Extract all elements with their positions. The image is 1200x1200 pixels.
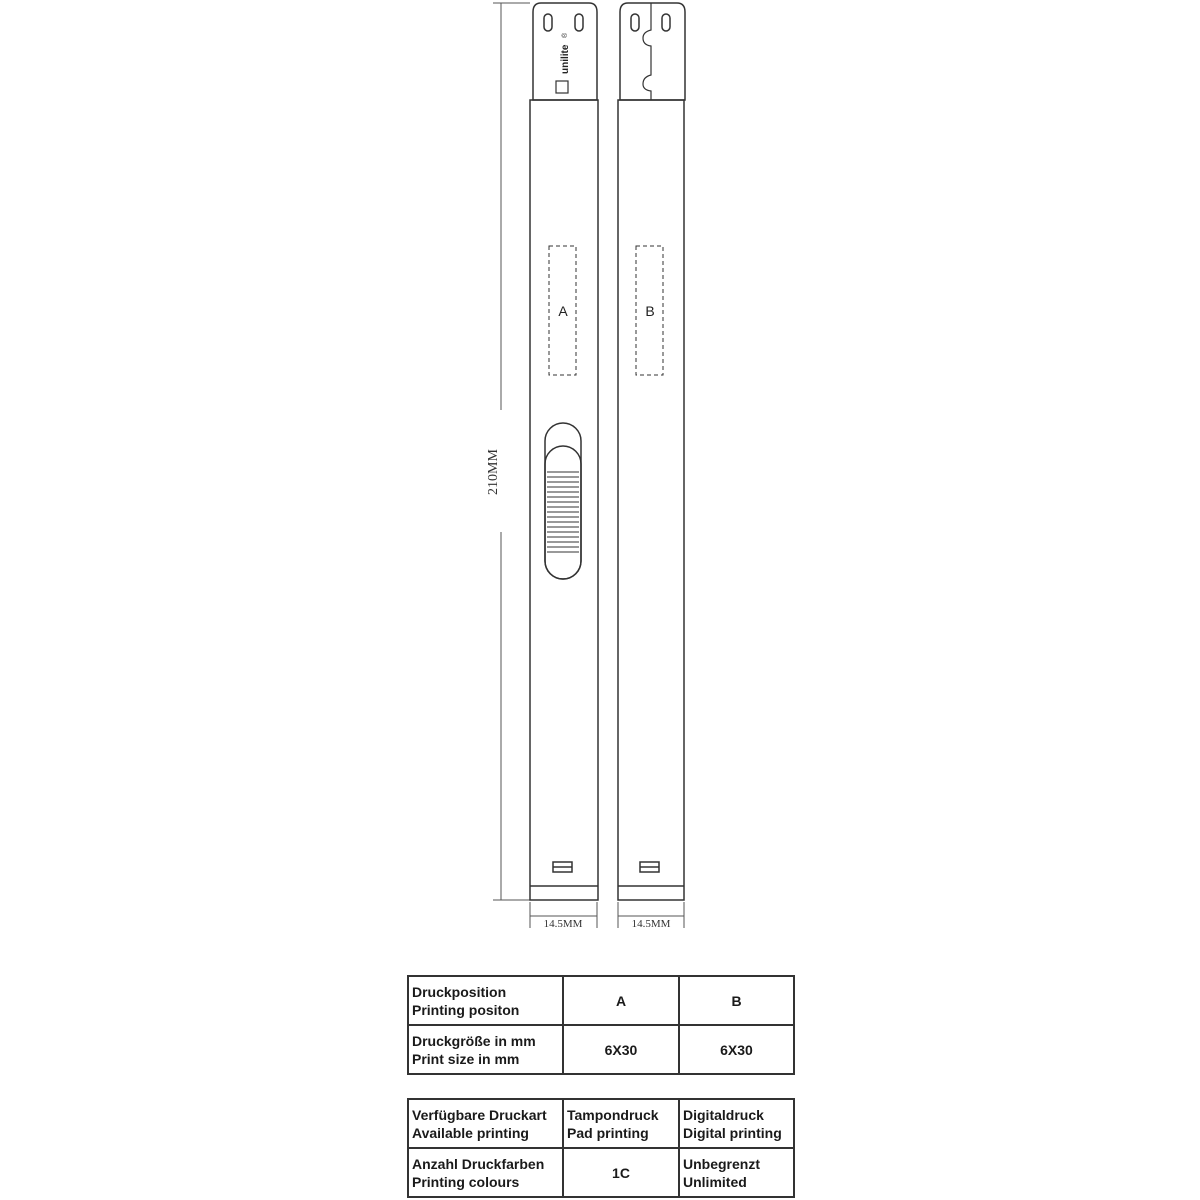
size-b-cell: 6X30 <box>679 1025 794 1074</box>
side-view-lighter <box>618 3 685 900</box>
label-en: Available printing <box>412 1124 529 1141</box>
colours-b-cell <box>679 1148 794 1197</box>
method-b-cell <box>679 1099 794 1148</box>
table-row <box>408 976 794 1025</box>
method-b-en: Digital printing <box>683 1124 782 1141</box>
print-method-table <box>407 1098 795 1198</box>
height-dimension-label: 210MM <box>486 449 501 495</box>
table-row <box>408 1099 794 1148</box>
method-a-cell <box>563 1099 679 1148</box>
table-row <box>408 1148 794 1197</box>
row-label-print-size <box>408 1025 563 1074</box>
print-area-a-label: A <box>558 303 568 319</box>
row-label-print-position <box>408 976 563 1025</box>
side-width-label: 14.5MM <box>631 918 671 930</box>
front-width-label: 14.5MM <box>543 918 583 930</box>
print-area-b-label: B <box>645 303 655 319</box>
size-a-cell: 6X30 <box>563 1025 679 1074</box>
row-label-available-printing <box>408 1099 563 1148</box>
brand-name: unilite <box>560 44 571 74</box>
label-en: Printing colours <box>412 1173 520 1190</box>
method-a-de: Tampondruck <box>567 1106 659 1123</box>
label-de: Anzahl Druckfarben <box>412 1155 545 1172</box>
brand-registered-mark: ® <box>562 32 569 38</box>
label-de: Druckgröße in mm <box>412 1032 536 1049</box>
slider-grip-ridges <box>547 472 579 552</box>
label-en: Printing positon <box>412 1001 520 1018</box>
position-b-cell: B <box>679 976 794 1025</box>
front-view-lighter <box>530 3 598 900</box>
method-b-de: Digitaldruck <box>683 1106 764 1123</box>
method-a-en: Pad printing <box>567 1124 649 1141</box>
brand-logo <box>556 32 571 93</box>
colours-b-en: Unlimited <box>683 1173 747 1190</box>
colours-a-cell: 1C <box>563 1148 679 1197</box>
row-label-printing-colours <box>408 1148 563 1197</box>
label-en: Print size in mm <box>412 1050 520 1067</box>
print-position-table <box>407 975 795 1075</box>
label-de: Verfügbare Druckart <box>412 1106 547 1123</box>
table-row <box>408 1025 794 1074</box>
colours-b-de: Unbegrenzt <box>683 1155 760 1172</box>
position-a-cell: A <box>563 976 679 1025</box>
label-de: Druckposition <box>412 983 507 1000</box>
